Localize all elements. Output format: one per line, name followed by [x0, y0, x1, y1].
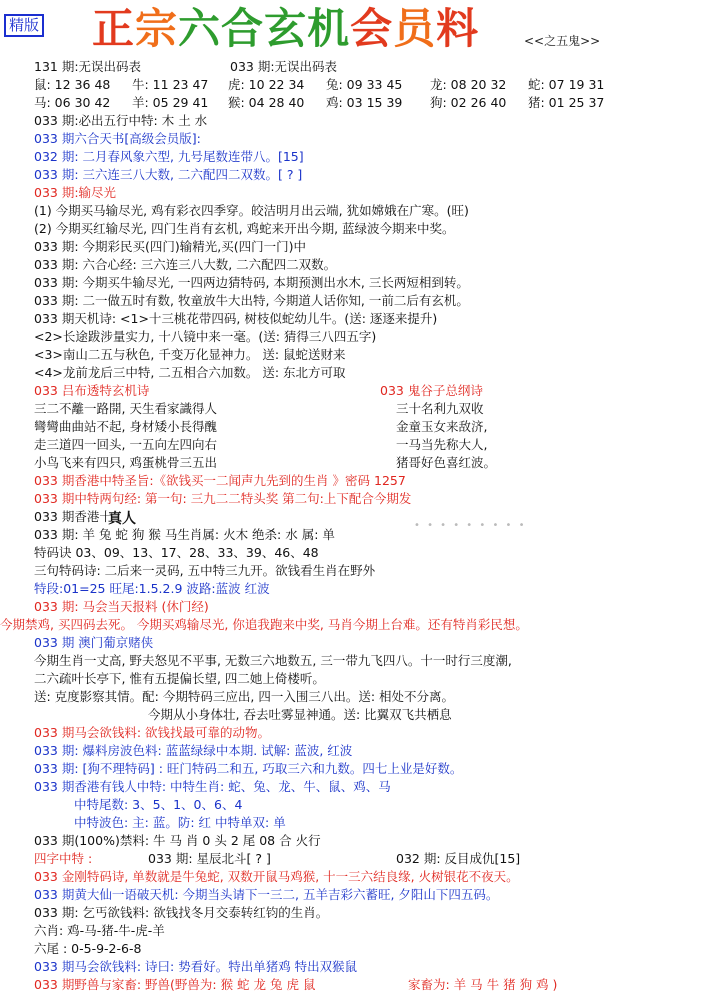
poem-heading-left: 033 吕布透特玄机诗 — [34, 383, 150, 398]
zodiac-cell: 狗: 02 26 40 — [430, 95, 507, 110]
text-line: 033 期: 三六连三八大数, 二六配四二双数。[ ? ] — [34, 167, 303, 182]
text-line: 033 期马会欲钱料: 诗曰: 势看好。特出单猪鸡 特出双猴鼠 — [34, 959, 358, 974]
title-char: 正 — [92, 4, 136, 53]
edition-badge: 精版 — [4, 14, 44, 37]
poem-left: 走三道四一回头, 一五向左四向右 — [34, 437, 217, 452]
text-line: 033 期: 今期彩民买(四门)输精光,买(四门一门)中 — [34, 239, 306, 254]
zodiac-cell: 马: 06 30 42 — [34, 95, 111, 110]
text-line — [34, 850, 714, 868]
text-line: 三句特码诗: 二后来一灵码, 五中特三九开。欲钱看生肖在野外 — [34, 563, 376, 578]
page-title — [92, 4, 479, 54]
zodiac-cell: 牛: 11 23 47 — [132, 77, 209, 92]
title-char: 员 — [393, 4, 437, 53]
poem-left: 小鸟飞来有四只, 鸡蛋桃骨三五出 — [34, 455, 217, 470]
text-line: 033 期马会欲钱料: 欲钱找最可靠的动物。 — [34, 725, 271, 740]
code-table-row-1 — [34, 76, 714, 94]
title-char: 料 — [436, 4, 480, 53]
poem-row — [34, 418, 714, 436]
title-char: 合 — [221, 4, 265, 53]
zodiac-cell: 兔: 09 33 45 — [326, 77, 403, 92]
poem-headings — [34, 382, 714, 400]
text-line: 033 期中特两句经: 第一句: 三九二二特头奖 第二句:上下配合今期发 — [34, 491, 412, 506]
text-line: 033 期: [狗不理特码] : 旺门特码二和五, 巧取三六和九数。四七上业是好数。 — [34, 761, 463, 776]
text-line: 六肖: 鸡-马-猪-牛-虎-羊 — [34, 923, 165, 938]
poem-row — [34, 436, 714, 454]
text-line: 033 期: 羊 兔 蛇 狗 猴 马生肖属: 火木 绝杀: 水 属: 单 — [34, 527, 335, 542]
heading-left: 131 期:无误出码表 — [34, 59, 142, 74]
text-line: 中特尾数: 3、5、1、0、6、4 — [74, 797, 243, 812]
zodiac-cell: 龙: 08 20 32 — [430, 77, 507, 92]
poem-heading-right: 033 鬼谷子总纲诗 — [380, 383, 483, 398]
poem-left: 彎彎曲曲站不起, 身材矮小長得醜 — [34, 419, 217, 434]
zodiac-cell: 猪: 01 25 37 — [528, 95, 605, 110]
text-line: 033 期: 六合心经: 三六连三八大数, 二六配四二双数。 — [34, 257, 337, 272]
text-line — [34, 976, 714, 994]
text-line: 033 期六合天书[高级会员版]: — [34, 131, 201, 146]
text-line: 033 期: 爆料房波色料: 蓝蓝绿绿中本期. 试解: 蓝波, 红波 — [34, 743, 353, 758]
text-line: <2>长途跋涉量实力, 十八镜中来一毫。(送: 猜得三八四五字) — [34, 329, 377, 344]
title-char: 宗 — [135, 4, 179, 53]
zodiac-cell: 鼠: 12 36 48 — [34, 77, 111, 92]
divider: • • • • • • • • • — [414, 520, 527, 531]
text-line: 033 期: 马会当天报料 (休门经) — [34, 599, 209, 614]
text-line: (2) 今期买红输尽光, 四门生肖有玄机, 鸡蛇来开出今期, 蓝绿波今期来中奖。 — [34, 221, 455, 236]
text-line: 送: 克度影察其情。配: 今期特码三应出, 四一入围三八出。送: 相处不分离。 — [34, 689, 455, 704]
title-char: 机 — [307, 4, 351, 53]
poem-row — [34, 454, 714, 472]
overlay-text: 真人 — [108, 511, 136, 527]
text-line: 033 期: 乞丐欲钱料: 欲钱找冬月交泰转红钧的生肖。 — [34, 905, 329, 920]
zodiac-cell: 鸡: 03 15 39 — [326, 95, 403, 110]
poem-row — [34, 400, 714, 418]
text-line: 033 期: 今期买牛输尽光, 一四两边猜特码, 本期预测出水木, 三长两短相到转。 — [34, 275, 469, 290]
zodiac-cell: 蛇: 07 19 31 — [528, 77, 605, 92]
text-line: <4>龙前龙后三中特, 二五相合六加数。 送: 东北方可取 — [34, 365, 346, 380]
poem-left: 三二不離一路開, 天生看家識得人 — [34, 401, 217, 416]
text-line: 今期禁鸡, 买四码去死。 今期买鸡输尽光, 你追我跑来中奖, 马肖今期上台难。还有特肖彩民想。 — [0, 617, 528, 632]
text-line: 特段:01=25 旺尾:1.5.2.9 波路:蓝波 红波 — [34, 581, 270, 596]
text-line: 033 期香港中特圣旨:《欲钱买一二闻声九先到的生肖 》密码 1257 — [34, 473, 406, 488]
text-line: 今期生肖一丈高, 野夫怒见不平事, 无数三六地数五, 三一带九飞四八。十一时行三度潮, — [34, 653, 512, 668]
four-char-label: 四字中特 : — [34, 851, 93, 866]
code-table-heading — [34, 58, 714, 76]
text-line: 033 期黄大仙一语破天机: 今期当头请下一三二, 五羊吉彩六蓄旺, 夕阳山下四五码。 — [34, 887, 499, 902]
title-char: 会 — [350, 4, 394, 53]
text-line: 二六疏叶长亭下, 惟有五提偏长望, 四二她上倚楼听。 — [34, 671, 325, 686]
page-subtitle: <<之五鬼>> — [524, 34, 601, 48]
wild-animals: 033 期野兽与家畜: 野兽(野兽为: 猴 蛇 龙 兔 虎 鼠 — [34, 977, 316, 992]
text-line: 033 期天机诗: <1>十三桃花带四码, 树枝似蛇幼儿牛。(送: 逐逐来提升) — [34, 311, 438, 326]
zodiac-cell: 猴: 04 28 40 — [228, 95, 305, 110]
title-char: 六 — [178, 4, 222, 53]
text-line: 033 期 澳门葡京赌侠 — [34, 635, 154, 650]
title-char: 玄 — [264, 4, 308, 53]
text-line: 六尾 : 0-5-9-2-6-8 — [34, 941, 142, 956]
document-body — [0, 58, 714, 994]
text-line: 033 期:必出五行中特: 木 土 水 — [34, 113, 208, 128]
text-line: (1) 今期买马输尽光, 鸡有彩衣四季穿。皎洁明月出云端, 犹如嫦娥在广寒。(旺) — [34, 203, 469, 218]
poem-right: 金童玉女来敌济, — [396, 419, 488, 434]
text-line: 032 期: 二月春风象六型, 九号尾数连带八。[15] — [34, 149, 304, 164]
domestic-animals: 家畜为: 羊 马 牛 猪 狗 鸡 ) — [408, 977, 558, 992]
text-line: 033 期: 二一做五时有数, 牧童放牛大出特, 今期道人话你知, 一前二后有玄机。 — [34, 293, 469, 308]
text-line: 033 金刚特码诗, 单数就是牛兔蛇, 双数开鼠马鸡猴, 十一三六结良缘, 火树银花不夜天。 — [34, 869, 519, 884]
text-line: 033 期香港有钱人中特: 中特生肖: 蛇、兔、龙、牛、鼠、鸡、马 — [34, 779, 391, 794]
text-line-start: 033 期香港十 — [34, 509, 112, 524]
code-table-row-2 — [34, 94, 714, 112]
poem-right: 三十名利九双收 — [396, 401, 484, 416]
text-line — [34, 508, 714, 531]
zodiac-cell: 虎: 10 22 34 — [228, 77, 305, 92]
four-char-032: 032 期: 反目成仇[15] — [396, 851, 521, 866]
text-line: 中特波色: 主: 蓝。防: 红 中特单双: 单 — [74, 815, 286, 830]
text-line: 今期从小身体壮, 吞去吐雾显神通。送: 比翼双飞共栖息 — [148, 707, 452, 722]
text-line: 033 期(100%)禁料: 牛 马 肖 0 头 2 尾 08 合 火行 — [34, 833, 321, 848]
heading-right: 033 期:无误出码表 — [230, 59, 338, 74]
poem-right: 一马当先称大人, — [396, 437, 488, 452]
zodiac-cell: 羊: 05 29 41 — [132, 95, 209, 110]
four-char-033: 033 期: 星辰北斗[ ? ] — [148, 851, 271, 866]
text-line: <3>南山二五与秋色, 千变万化显神力。 送: 鼠蛇送财来 — [34, 347, 346, 362]
poem-right: 猪哥好色喜红波。 — [396, 455, 497, 470]
section-heading: 033 期:输尽光 — [34, 185, 117, 200]
text-line: 特码诀 03、09、13、17、28、33、39、46、48 — [34, 545, 319, 560]
